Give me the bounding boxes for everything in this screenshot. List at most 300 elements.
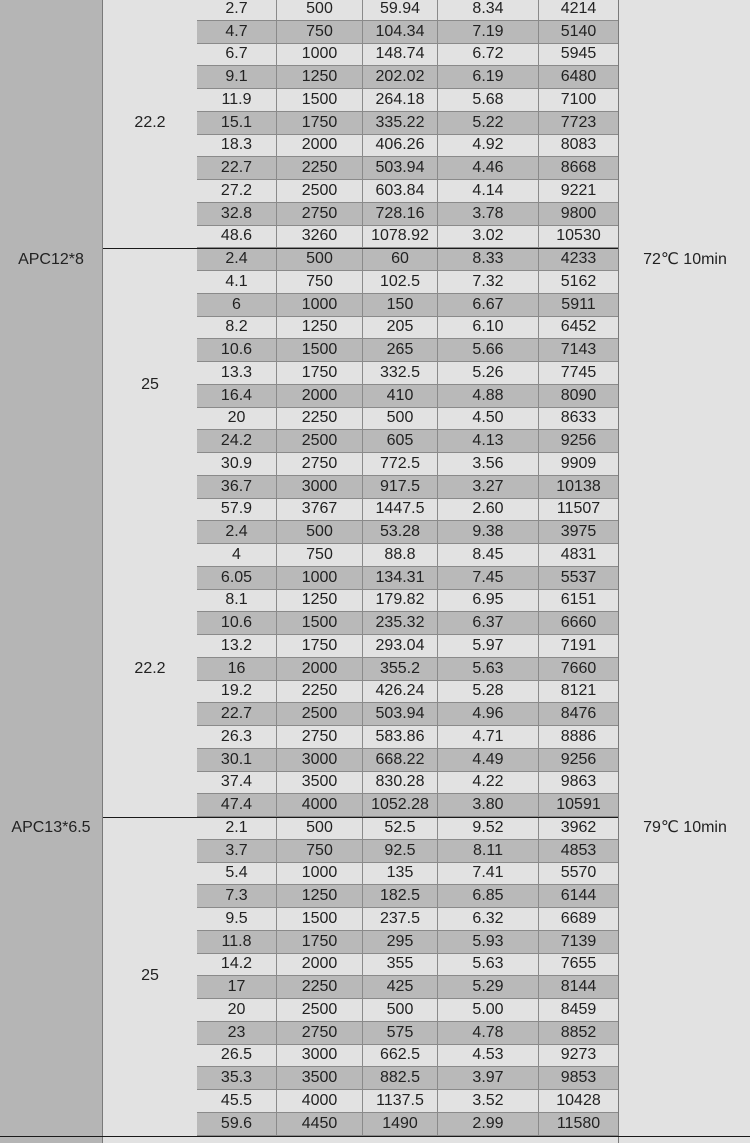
table-cell: 4000 [277, 1090, 363, 1113]
table-cell: 26.5 [197, 1045, 277, 1068]
table-cell: 2.99 [438, 1113, 539, 1136]
table-cell: 1250 [277, 590, 363, 613]
table-cell: 295 [363, 931, 438, 954]
table-cell: 355.2 [363, 658, 438, 681]
table-cell: 1078.92 [363, 226, 438, 249]
table-cell: 6.32 [438, 908, 539, 931]
table-cell: 8121 [539, 681, 618, 704]
table-cell: 2000 [277, 658, 363, 681]
table-row [197, 1090, 618, 1113]
table-row [197, 885, 618, 908]
table-cell: 5.4 [197, 863, 277, 886]
table-cell: 102.5 [363, 271, 438, 294]
table-cell: 32.8 [197, 203, 277, 226]
table-cell: 53.28 [363, 521, 438, 544]
table-cell: 10.6 [197, 339, 277, 362]
table-row [197, 21, 618, 44]
table-cell: 8668 [539, 157, 618, 180]
table-cell: 6151 [539, 590, 618, 613]
table-cell: 27.2 [197, 180, 277, 203]
table-cell: 2750 [277, 203, 363, 226]
table-cell: 10.6 [197, 612, 277, 635]
table-cell: 4.92 [438, 135, 539, 158]
table-cell: 6 [197, 294, 277, 317]
table-cell: 4.88 [438, 385, 539, 408]
table-cell: 24.2 [197, 430, 277, 453]
table-row [197, 317, 618, 340]
test-note-cell [618, 521, 750, 1135]
table-cell: 16 [197, 658, 277, 681]
table-cell: 5140 [539, 21, 618, 44]
table-cell: 750 [277, 271, 363, 294]
voltage-cell [103, 817, 198, 1136]
table-cell: 15.1 [197, 112, 277, 135]
table-cell: 2.60 [438, 499, 539, 522]
table-row [197, 499, 618, 522]
table-cell: 9273 [539, 1045, 618, 1068]
table-cell: 5.28 [438, 681, 539, 704]
table-cell: 205 [363, 317, 438, 340]
table-cell: 4450 [277, 1113, 363, 1136]
table-row [197, 453, 618, 476]
table-cell: 668.22 [363, 749, 438, 772]
table-cell: 3767 [277, 499, 363, 522]
table-cell: 4233 [539, 248, 618, 271]
table-cell: 4.22 [438, 772, 539, 795]
table-cell: 9256 [539, 430, 618, 453]
table-cell: 2750 [277, 453, 363, 476]
table-cell: 2500 [277, 430, 363, 453]
table-cell: 7143 [539, 339, 618, 362]
table-cell: 2000 [277, 385, 363, 408]
table-cell: 3000 [277, 476, 363, 499]
table-row [197, 89, 618, 112]
table-cell: 2500 [277, 703, 363, 726]
table-row [197, 749, 618, 772]
table-cell: 603.84 [363, 180, 438, 203]
table-cell: 11507 [539, 499, 618, 522]
table-row [197, 817, 618, 840]
table-cell: 3.52 [438, 1090, 539, 1113]
table-row [197, 635, 618, 658]
table-cell: 265 [363, 339, 438, 362]
table-cell: 104.34 [363, 21, 438, 44]
table-row [197, 908, 618, 931]
table-cell: 13.2 [197, 635, 277, 658]
table-cell: 11.9 [197, 89, 277, 112]
table-cell: 917.5 [363, 476, 438, 499]
table-cell: 92.5 [363, 840, 438, 863]
table-row [197, 567, 618, 590]
table-row [197, 726, 618, 749]
table-cell: 1000 [277, 567, 363, 590]
table-cell: 5.63 [438, 954, 539, 977]
table-cell: 7.3 [197, 885, 277, 908]
table-cell: 9.1 [197, 66, 277, 89]
table-cell: 37.4 [197, 772, 277, 795]
table-cell: 4.71 [438, 726, 539, 749]
table-cell: 3.27 [438, 476, 539, 499]
voltage-cell [103, 248, 198, 521]
table-cell: 10138 [539, 476, 618, 499]
table-cell: 2000 [277, 954, 363, 977]
table-cell: 5.63 [438, 658, 539, 681]
table-cell: 4831 [539, 544, 618, 567]
table-cell: 9221 [539, 180, 618, 203]
table-row [197, 772, 618, 795]
voltage-label: 25 [141, 375, 159, 393]
table-cell: 6452 [539, 317, 618, 340]
group-divider [103, 817, 618, 818]
table-cell: 10428 [539, 1090, 618, 1113]
table-cell: 3500 [277, 772, 363, 795]
table-cell: 5.22 [438, 112, 539, 135]
table-cell: 4.96 [438, 703, 539, 726]
table-cell: 2000 [277, 135, 363, 158]
table-cell: 9909 [539, 453, 618, 476]
voltage-label: 25 [141, 967, 159, 985]
table-cell: 8476 [539, 703, 618, 726]
next-note-cell [618, 1137, 750, 1143]
table-cell: 1490 [363, 1113, 438, 1136]
table-cell: 3260 [277, 226, 363, 249]
table-row [197, 976, 618, 999]
table-cell: 830.28 [363, 772, 438, 795]
table-cell: 4.49 [438, 749, 539, 772]
table-cell: 3500 [277, 1067, 363, 1090]
table-cell: 2500 [277, 999, 363, 1022]
table-cell: 17 [197, 976, 277, 999]
table-cell: 8.2 [197, 317, 277, 340]
data-group [197, 0, 618, 248]
table-cell: 6144 [539, 885, 618, 908]
table-row [197, 931, 618, 954]
table-cell: 500 [277, 0, 363, 21]
table-cell: 4.13 [438, 430, 539, 453]
table-row [197, 226, 618, 249]
table-cell: 16.4 [197, 385, 277, 408]
table-cell: 1750 [277, 362, 363, 385]
table-cell: 5.66 [438, 339, 539, 362]
table-cell: 5945 [539, 44, 618, 67]
table-cell: 6480 [539, 66, 618, 89]
table-cell: 1000 [277, 863, 363, 886]
table-cell: 500 [277, 521, 363, 544]
table-cell: 4 [197, 544, 277, 567]
table-row [197, 1067, 618, 1090]
table-cell: 426.24 [363, 681, 438, 704]
table-cell: 503.94 [363, 703, 438, 726]
table-row [197, 294, 618, 317]
table-cell: 22.7 [197, 703, 277, 726]
table-cell: 18.3 [197, 135, 277, 158]
table-cell: 4.50 [438, 408, 539, 431]
table-cell: 410 [363, 385, 438, 408]
table-cell: 20 [197, 999, 277, 1022]
table-cell: 7.41 [438, 863, 539, 886]
table-cell: 6.37 [438, 612, 539, 635]
table-row [197, 999, 618, 1022]
table-cell: 2250 [277, 976, 363, 999]
table-cell: 23 [197, 1022, 277, 1045]
table-cell: 237.5 [363, 908, 438, 931]
table-cell: 750 [277, 840, 363, 863]
table-cell: 2250 [277, 681, 363, 704]
table-cell: 2250 [277, 157, 363, 180]
table-cell: 772.5 [363, 453, 438, 476]
table-cell: 500 [363, 408, 438, 431]
table-cell: 8886 [539, 726, 618, 749]
propeller-label: APC12*8 [18, 250, 84, 268]
table-cell: 728.16 [363, 203, 438, 226]
table-cell: 30.1 [197, 749, 277, 772]
table-row [197, 1022, 618, 1045]
table-cell: 425 [363, 976, 438, 999]
propeller-label: APC13*6.5 [11, 819, 91, 837]
test-note-label: 79℃ 10min [643, 819, 727, 837]
table-cell: 9.38 [438, 521, 539, 544]
table-cell: 332.5 [363, 362, 438, 385]
table-cell: 8.34 [438, 0, 539, 21]
table-row [197, 840, 618, 863]
table-cell: 5162 [539, 271, 618, 294]
next-data-group [197, 1137, 618, 1143]
table-row [197, 66, 618, 89]
propeller-cell [0, 521, 103, 1135]
table-cell: 7745 [539, 362, 618, 385]
table-row [197, 863, 618, 886]
propeller-cell [0, 0, 103, 521]
table-cell: 135 [363, 863, 438, 886]
table-cell: 1500 [277, 89, 363, 112]
table-cell: 7100 [539, 89, 618, 112]
table-cell: 500 [277, 248, 363, 271]
table-cell: 22.7 [197, 157, 277, 180]
table-cell: 1750 [277, 112, 363, 135]
voltage-label: 22.2 [134, 660, 166, 678]
table-row [197, 339, 618, 362]
table-cell: 5.26 [438, 362, 539, 385]
table-cell: 4853 [539, 840, 618, 863]
table-cell: 8852 [539, 1022, 618, 1045]
table-cell: 2.4 [197, 521, 277, 544]
table-cell: 8633 [539, 408, 618, 431]
table-row [197, 408, 618, 431]
table-row [197, 544, 618, 567]
table-cell: 3975 [539, 521, 618, 544]
table-cell: 1250 [277, 885, 363, 908]
table-cell: 47.4 [197, 794, 277, 817]
table-cell: 583.86 [363, 726, 438, 749]
table-cell: 2750 [277, 1022, 363, 1045]
table-cell: 4.78 [438, 1022, 539, 1045]
table-cell: 2500 [277, 180, 363, 203]
table-cell: 3.97 [438, 1067, 539, 1090]
table-cell: 5.00 [438, 999, 539, 1022]
table-cell: 8459 [539, 999, 618, 1022]
next-propeller-cell [0, 1137, 103, 1143]
data-group [197, 817, 618, 1136]
table-cell: 36.7 [197, 476, 277, 499]
table-cell: 6689 [539, 908, 618, 931]
table-cell: 8090 [539, 385, 618, 408]
table-cell: 4.7 [197, 21, 277, 44]
table-cell: 9800 [539, 203, 618, 226]
table-cell: 6.10 [438, 317, 539, 340]
table-cell: 605 [363, 430, 438, 453]
table-cell: 3.78 [438, 203, 539, 226]
table-cell: 1750 [277, 931, 363, 954]
table-row [197, 430, 618, 453]
table-cell: 3000 [277, 1045, 363, 1068]
table-row [197, 681, 618, 704]
table-cell: 88.8 [363, 544, 438, 567]
table-row [197, 248, 618, 271]
table-cell: 11.8 [197, 931, 277, 954]
table-cell: 9863 [539, 772, 618, 795]
table-row [197, 44, 618, 67]
table-cell: 503.94 [363, 157, 438, 180]
table-cell: 202.02 [363, 66, 438, 89]
table-cell: 8144 [539, 976, 618, 999]
table-cell: 6.95 [438, 590, 539, 613]
table-cell: 7139 [539, 931, 618, 954]
table-cell: 182.5 [363, 885, 438, 908]
table-cell: 575 [363, 1022, 438, 1045]
table-cell: 4.46 [438, 157, 539, 180]
table-cell: 7191 [539, 635, 618, 658]
table-cell: 26.3 [197, 726, 277, 749]
table-cell: 8.11 [438, 840, 539, 863]
table-cell: 1000 [277, 294, 363, 317]
table-row [197, 476, 618, 499]
table-cell: 882.5 [363, 1067, 438, 1090]
table-cell: 406.26 [363, 135, 438, 158]
table-cell: 7723 [539, 112, 618, 135]
table-cell: 10530 [539, 226, 618, 249]
table-cell: 60 [363, 248, 438, 271]
table-cell: 335.22 [363, 112, 438, 135]
group-divider [103, 248, 618, 249]
table-cell: 355 [363, 954, 438, 977]
table-cell: 500 [277, 817, 363, 840]
table-cell: 179.82 [363, 590, 438, 613]
data-group [197, 248, 618, 521]
table-cell: 750 [277, 21, 363, 44]
table-cell: 6.7 [197, 44, 277, 67]
table-cell: 1000 [277, 44, 363, 67]
table-cell: 9256 [539, 749, 618, 772]
table-cell: 4.14 [438, 180, 539, 203]
table-cell: 2.7 [197, 0, 277, 21]
table-cell: 8.45 [438, 544, 539, 567]
table-cell: 1137.5 [363, 1090, 438, 1113]
table-cell: 57.9 [197, 499, 277, 522]
table-cell: 2750 [277, 726, 363, 749]
table-row [197, 612, 618, 635]
table-cell: 30.9 [197, 453, 277, 476]
table-cell: 2250 [277, 408, 363, 431]
table-cell: 8.1 [197, 590, 277, 613]
table-row [197, 794, 618, 817]
table-cell: 1052.28 [363, 794, 438, 817]
table-cell: 3962 [539, 817, 618, 840]
table-cell: 1250 [277, 66, 363, 89]
table-row [197, 271, 618, 294]
table-cell: 235.32 [363, 612, 438, 635]
table-cell: 6.19 [438, 66, 539, 89]
table-cell: 11580 [539, 1113, 618, 1136]
table-cell: 7660 [539, 658, 618, 681]
table-cell: 2.4 [197, 248, 277, 271]
table-row [197, 1113, 618, 1136]
table-row [197, 1045, 618, 1068]
table-row [197, 954, 618, 977]
table-cell: 5.29 [438, 976, 539, 999]
table-cell: 3000 [277, 749, 363, 772]
test-note-label: 72℃ 10min [643, 250, 727, 268]
table-cell: 9.5 [197, 908, 277, 931]
table-row [197, 590, 618, 613]
table-cell: 6.72 [438, 44, 539, 67]
table-cell: 6.05 [197, 567, 277, 590]
table-cell: 8083 [539, 135, 618, 158]
table-cell: 1500 [277, 612, 363, 635]
table-cell: 59.94 [363, 0, 438, 21]
table-cell: 662.5 [363, 1045, 438, 1068]
table-row [197, 658, 618, 681]
table-cell: 14.2 [197, 954, 277, 977]
test-note-cell [618, 0, 750, 521]
table-cell: 6.85 [438, 885, 539, 908]
table-cell: 8.33 [438, 248, 539, 271]
table-cell: 5537 [539, 567, 618, 590]
table-cell: 9853 [539, 1067, 618, 1090]
table-cell: 45.5 [197, 1090, 277, 1113]
table-cell: 4.1 [197, 271, 277, 294]
voltage-cell [103, 0, 198, 248]
table-cell: 7.19 [438, 21, 539, 44]
table-cell: 500 [363, 999, 438, 1022]
table-cell: 3.7 [197, 840, 277, 863]
table-cell: 7.32 [438, 271, 539, 294]
table-row [197, 703, 618, 726]
table-row [197, 521, 618, 544]
voltage-label: 22.2 [134, 114, 166, 132]
table-row [197, 180, 618, 203]
table-row [197, 362, 618, 385]
data-group [197, 521, 618, 817]
table-row [197, 135, 618, 158]
table-cell: 1750 [277, 635, 363, 658]
table-cell: 1250 [277, 317, 363, 340]
table-row [197, 203, 618, 226]
table-cell: 5570 [539, 863, 618, 886]
table-cell: 4000 [277, 794, 363, 817]
table-row [197, 112, 618, 135]
voltage-cell [103, 521, 198, 817]
table-cell: 5.97 [438, 635, 539, 658]
table-cell: 3.02 [438, 226, 539, 249]
table-cell: 2.1 [197, 817, 277, 840]
table-cell: 148.74 [363, 44, 438, 67]
table-cell: 5.68 [438, 89, 539, 112]
table-cell: 59.6 [197, 1113, 277, 1136]
table-cell: 1447.5 [363, 499, 438, 522]
table-cell: 4214 [539, 0, 618, 21]
table-cell: 9.52 [438, 817, 539, 840]
table-cell: 150 [363, 294, 438, 317]
